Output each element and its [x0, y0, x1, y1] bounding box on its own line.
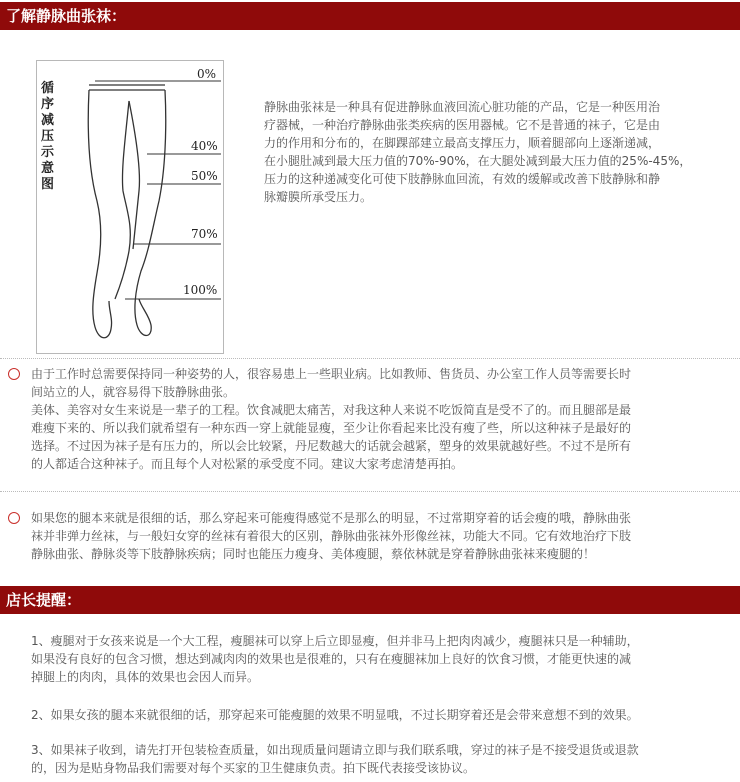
- block-line: 袜并非弹力丝袜，与一般妇女穿的丝袜有着很大的区别，静脉曲张袜外形像丝袜，功能大不同。它有效地治疗下肢: [31, 529, 632, 543]
- tip-line: 掉腿上的肉肉，具体的效果也会因人而异。: [31, 670, 260, 684]
- block-line: 静脉曲张、静脉炎等下肢静脉疾病；同时也能压力瘦身、美体瘦腿，蔡依林就是穿着静脉曲张袜来瘦腿的！: [31, 547, 596, 561]
- block-line: 的人都适合这种袜子。而且每个人对松紧的承受度不同。建议大家考虑清楚再拍。: [31, 457, 464, 471]
- block-line: 美体、美容对女生来说是一辈子的工程。饮食减肥太痛苦，对我这种人来说不吃饭简直是受不了的。而且腿部是最: [31, 403, 632, 417]
- divider: [0, 491, 740, 492]
- description-line: 在小腿肚减到最大压力值的70%-90%，在大腿处减到最大压力值的25%-45%，: [264, 154, 692, 168]
- tip-3: [31, 741, 733, 777]
- block-line: 由于工作时总需要保持同一种姿势的人，很容易患上一些职业病。比如教师、售货员、办公室工作人员等需要长时: [31, 367, 632, 381]
- tip-line: 1、瘦腿对于女孩来说是一个大工程，瘦腿袜可以穿上后立即显瘦，但并非马上把肉肉减少，瘦腿袜只是一种辅助，: [31, 634, 639, 648]
- circle-bullet-icon: [8, 368, 20, 380]
- product-description: [264, 98, 732, 206]
- level-40-label: 40%: [191, 139, 218, 153]
- description-line: 压力的这种递减变化可使下肢静脉血回流，有效的缓解或改善下肢静脉和静: [264, 172, 661, 186]
- tip-line: 3、如果袜子收到，请先打开包装检查质量，如出现质量问题请立即与我们联系哦，穿过的袜子是不接受退货或退款: [31, 743, 639, 757]
- pressure-diagram: [36, 60, 224, 354]
- diagram-vertical-label: 循序减压示意图: [41, 81, 55, 192]
- level-50-label: 50%: [191, 169, 218, 183]
- info-block-occupational: [31, 365, 733, 473]
- level-70-label: 70%: [191, 227, 218, 241]
- block-line: 难瘦下来的、所以我们就希望有一种东西一穿上就能显瘦，至少让你看起来比没有瘦了些，所以这种袜子是最好的: [31, 421, 632, 435]
- description-line: 疗器械，一种治疗静脉曲张类疾病的医用器械。它不是普通的袜子，它是由: [264, 118, 661, 132]
- divider: [0, 358, 740, 359]
- section-title: 了解静脉曲张袜：: [6, 7, 127, 25]
- level-100-label: 100%: [183, 283, 218, 297]
- section-header-about: [0, 2, 740, 30]
- info-block-slimming: [31, 509, 733, 563]
- tip-line: 如果没有良好的包含习惯，想达到减肉肉的效果也是很难的，只有在瘦腿袜加上良好的饮食习惯，才能更快速的减: [31, 652, 632, 666]
- tip-line: 2、如果女孩的腿本来就很细的话，那穿起来可能瘦腿的效果不明显哦，不过长期穿着还是会带来意想不到的效果。: [31, 708, 639, 722]
- tip-line: 的，因为是贴身物品我们需要对每个买家的卫生健康负责。拍下既代表接受该协议。: [31, 761, 476, 775]
- block-line: 如果您的腿本来就是很细的话，那么穿起来可能瘦得感觉不是那么的明显，不过常期穿着的话会瘦的哦，静脉曲张: [31, 511, 632, 525]
- block-line: 选择。不过因为袜子是有压力的，所以会比较紧，丹尼数越大的话就会越紧，塑身的效果就越好些。不过不是所有: [31, 439, 632, 453]
- description-line: 力的作用和分布的，在脚踝部建立最高支撑压力，顺着腿部向上逐渐递减，: [264, 136, 661, 150]
- level-0-label: 0%: [197, 67, 217, 81]
- circle-bullet-icon: [8, 512, 20, 524]
- block-line: 间站立的人，就容易得下肢静脉曲张。: [31, 385, 236, 399]
- tip-1: [31, 632, 733, 686]
- leg-outline-illustration: [37, 61, 223, 353]
- section-title: 店长提醒：: [6, 591, 82, 609]
- tip-2: [31, 706, 733, 724]
- section-header-reminder: [0, 586, 740, 614]
- description-line: 脉瓣膜所承受压力。: [264, 190, 373, 204]
- description-line: 静脉曲张袜是一种具有促进静脉血液回流心脏功能的产品，它是一种医用治: [264, 100, 661, 114]
